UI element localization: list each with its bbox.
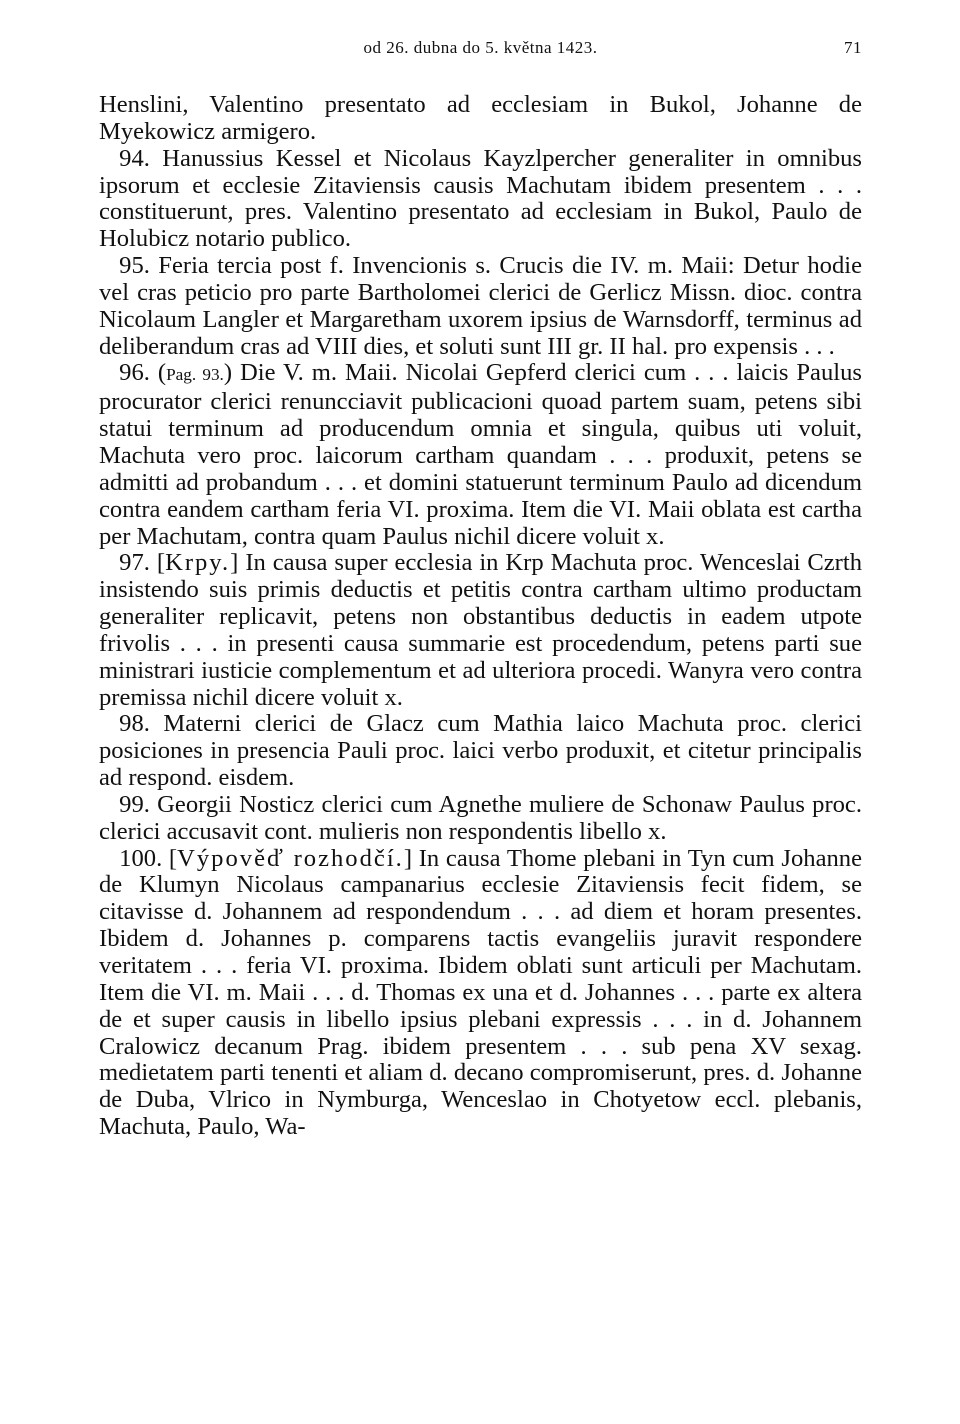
entry-97-number: 97. [: [119, 549, 166, 577]
entry-96: [99, 360, 862, 550]
entry-96-number: 96. (: [119, 359, 167, 387]
entry-95: 95. Feria tercia post f. Invencionis s. Crucis die IV. m. Maii: Detur hodie vel cras peticio pro parte Bartholomei clerici de Gerlicz Missn. dioc. contra Nicolaum Langler et Margaretham uxorem ipsius de Warnsdorff, terminus ad deliberandum cras ad VIII dies, et soluti sunt III gr. II hal. pro expensis . . .: [99, 252, 862, 360]
page-number: 71: [844, 38, 862, 57]
entry-100-text: ] In causa Thome plebani in Tyn cum Johanne de Klumyn Nicolaus campanarius ecclesie Zitaviensis fecit fidem, se citavisse d. Johannem ad respondendum . . . ad diem et horam presentes. Ibidem d. Johannes p. comparens tactis evangeliis juravit respondere veritatem . . . feria VI. proxima. Ibidem oblati sunt articuli per Machutam. Item die VI. m. Maii . . . d. Thomas ex una et d. Johannes . . . parte ex altera de et super causis in libello ipsius plebani expressis . . . in d. Johannem Cralowicz decanum Prag. ibidem presentem . . . sub pena XV sexag. medietatem parti tenenti et aliam d. decano compromiserunt, pres. d. Johanne de Duba, Vlrico in Nymburga, Wenceslao in Chotyetow eccl. plebanis, Machuta, Paulo, Wa-: [99, 844, 862, 1141]
entry-97-text: ] In causa super ecclesia in Krp Machuta proc. Wenceslai Czrth insistendo suis primis deductis et petitis contra cartham ultimo productam generaliter replicavit, petens non obstantibus deductis in eadem utpote frivolis . . . in presenti causa summarie est procedendum, petens parti sue ministrari iusticie complementum et ad ulteriora procedi. Wanyra vero contra premissa nichil dicere voluit x.: [99, 549, 862, 711]
running-head: [99, 38, 862, 60]
entry-100-number: 100. [: [119, 844, 178, 872]
entry-96-text: ) Die V. m. Maii. Nicolai Gepferd clerici cum . . . laicis Paulus procurator clerici renuncciavit publicacioni quoad partem suam, petens sibi statui terminum ad producendum omnia et singula, quibus uti voluit, Machuta vero proc. laicorum cartham quandam . . . produxit, petens se admitti ad probandum . . . et domini statuerunt terminum Paulo ad dicendum contra eandem cartham feria VI. proxima. Item die VI. Maii oblata est cartha per Machutam, contra quam Paulus nichil dicere voluit x.: [99, 359, 862, 550]
continuation-paragraph: Henslini, Valentino presentato ad ecclesiam in Bukol, Johanne de Myekowicz armigero.: [99, 91, 862, 145]
entry-98: 98. Materni clerici de Glacz cum Mathia laico Machuta proc. clerici posiciones in presencia Pauli proc. laici verbo produxit, et citetur principalis ad respond. eisdem.: [99, 710, 862, 792]
entry-100-label: Výpověď rozhodčí.: [177, 844, 404, 872]
running-head-title: od 26. dubna do 5. května 1423.: [363, 38, 598, 57]
page-reference: Pag. 93.: [166, 365, 224, 385]
entry-99: 99. Georgii Nosticz clerici cum Agnethe muliere de Schonaw Paulus proc. clerici accusavit cont. mulieris non respondentis libello x.: [99, 790, 862, 845]
entry-97-label: Krpy.: [165, 549, 231, 577]
entry-97: [99, 550, 862, 711]
entry-94: 94. Hanussius Kessel et Nicolaus Kayzlpercher generaliter in omnibus ipsorum et ecclesie Zitaviensis causis Machutam ibidem presentem . . . constituerunt, pres. Valentino presentato ad ecclesiam in Bukol, Paulo de Holubicz notario publico.: [99, 144, 862, 253]
body-text: [99, 92, 862, 1141]
entry-100: [99, 846, 862, 1141]
